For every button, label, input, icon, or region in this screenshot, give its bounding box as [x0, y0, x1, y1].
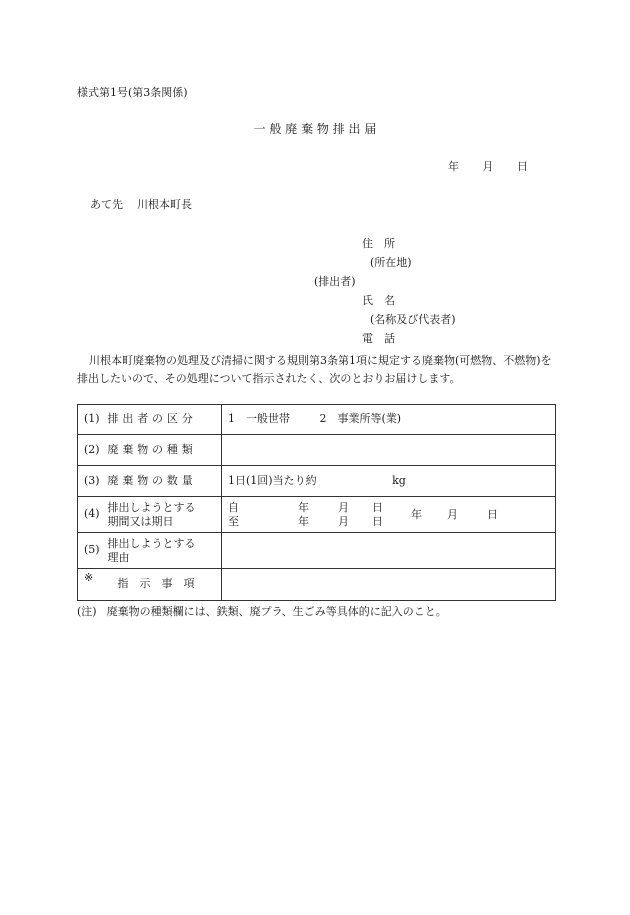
row-label-line1: 排出しようとする — [107, 536, 196, 550]
filer-representative-label: (名称及び代表者) — [370, 313, 456, 326]
single-date — [411, 508, 498, 522]
waste-type-field[interactable] — [222, 435, 556, 466]
filer-address-label: 住 所 — [362, 237, 395, 250]
footnote — [77, 605, 447, 619]
row-label: 指 示 事 項 — [106, 569, 222, 601]
period-to-day: 日 — [372, 514, 383, 528]
row-number: (3) — [78, 466, 106, 497]
official-use-mark: ※ — [78, 569, 106, 601]
body-paragraph: 川根本町廃棄物の処理及び清掃に関する規則第3条第1項に規定する廃棄物(可燃物、不燃物)を排出したいので、その処理について指示されたく、次のとおりお届けします。 — [77, 354, 552, 386]
date-day: 日 — [517, 160, 528, 173]
period-from-line — [228, 501, 383, 515]
row-number: (1) — [78, 405, 106, 435]
category-option-household: 1 一般世帯 — [228, 412, 290, 426]
date-year: 年 — [448, 160, 459, 173]
period-from-year: 年 — [298, 500, 309, 514]
addressee-name: 川根本町長 — [137, 198, 192, 211]
table-row — [78, 405, 556, 435]
period-to-year: 年 — [298, 514, 309, 528]
date-month: 月 — [482, 160, 494, 173]
table-row — [78, 533, 556, 569]
date-line — [448, 160, 528, 174]
row-label — [106, 497, 222, 533]
period-container — [228, 501, 549, 529]
period-range — [228, 501, 383, 529]
filer-role-label: (排出者) — [314, 275, 356, 288]
table-row — [78, 497, 556, 533]
row-label-line1: 排出しようとする — [107, 500, 196, 514]
table-row — [78, 435, 556, 466]
row-label: 排出者の区分 — [106, 405, 222, 435]
row-label-line2: 期間又は期日 — [107, 514, 174, 528]
filer-phone-label: 電 話 — [362, 332, 395, 345]
row-number: (5) — [78, 533, 106, 569]
disposal-period-field[interactable] — [222, 497, 556, 533]
row-label — [106, 533, 222, 569]
period-from-label: 自 — [228, 500, 239, 514]
filer-name-label: 氏 名 — [362, 294, 395, 307]
document-title: 一 般 廃 棄 物 排 出 届 — [253, 122, 377, 136]
table-row — [78, 466, 556, 497]
addressee — [90, 198, 192, 212]
amount-prefix: 1日(1回)当たり約 — [228, 473, 317, 487]
amount-unit: kg — [392, 473, 406, 487]
waste-amount-field[interactable] — [222, 466, 556, 497]
row-number: (2) — [78, 435, 106, 466]
footnote-label: (注) — [77, 605, 97, 618]
row-label: 廃棄物の種類 — [106, 435, 222, 466]
single-date-day: 日 — [487, 507, 498, 521]
period-from-month: 月 — [338, 500, 349, 514]
filer-location-label: (所在地) — [370, 256, 412, 269]
period-to-label: 至 — [228, 514, 239, 528]
form-number: 様式第1号(第3条関係) — [77, 86, 188, 99]
period-to-month: 月 — [338, 514, 349, 528]
row-label-line2: 理由 — [107, 550, 130, 564]
instructions-field — [222, 569, 556, 601]
table-row — [78, 569, 556, 601]
single-date-year: 年 — [411, 507, 422, 521]
addressee-label: あて先 — [90, 198, 123, 211]
row-number: (4) — [78, 497, 106, 533]
filer-category-cell[interactable] — [222, 405, 556, 435]
footnote-text: 廃棄物の種類欄には、鉄類、廃プラ、生ごみ等具体的に記入のこと。 — [106, 605, 447, 618]
period-to-line — [228, 515, 383, 529]
period-from-day: 日 — [372, 500, 383, 514]
category-option-business: 2 事業所等(業) — [319, 412, 402, 426]
disposal-reason-field[interactable] — [222, 533, 556, 569]
single-date-month: 月 — [447, 507, 458, 521]
disposal-form-table — [77, 404, 556, 601]
row-label: 廃棄物の数量 — [106, 466, 222, 497]
